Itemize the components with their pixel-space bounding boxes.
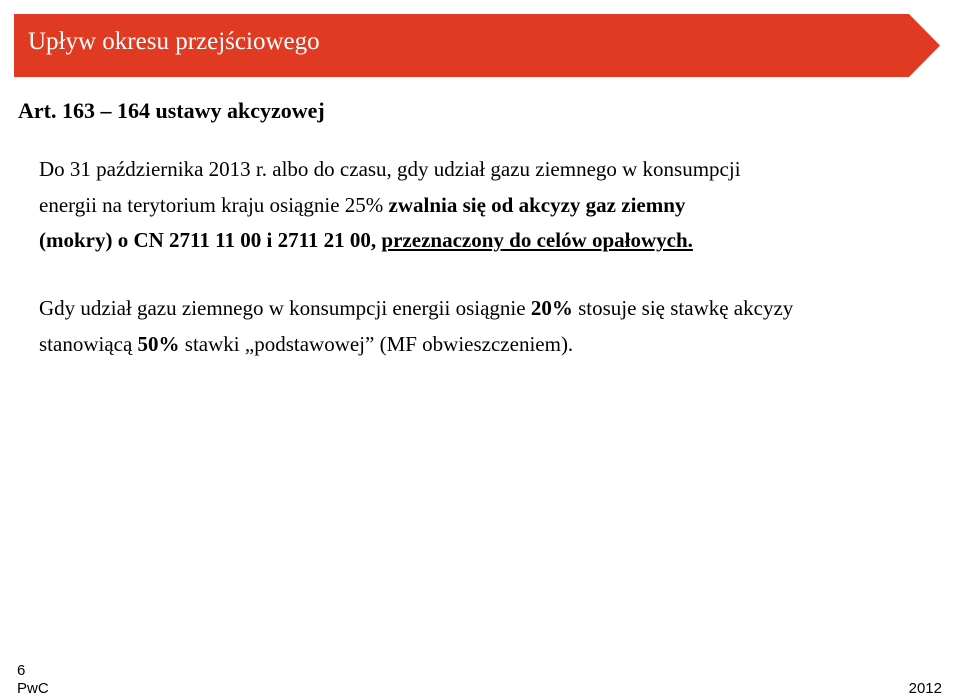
text-span: Gdy udział gazu ziemnego w konsumpcji energii osiągnie bbox=[39, 296, 531, 320]
text-span: stanowiącą bbox=[39, 331, 138, 356]
page-number: 6 bbox=[17, 662, 26, 679]
brand-label: PwC bbox=[17, 680, 49, 697]
paragraph-line bbox=[39, 152, 741, 188]
text-span: stosuje się stawkę akcyzy bbox=[572, 296, 794, 320]
paragraph-line bbox=[39, 327, 793, 363]
title-banner bbox=[14, 14, 940, 77]
text-span: stawki „podstawowej” (MF obwieszczeniem). bbox=[179, 331, 574, 356]
paragraph-line bbox=[39, 188, 741, 224]
paragraph-rate bbox=[39, 291, 793, 362]
bold-text: 20% bbox=[530, 296, 573, 320]
page-title: Upływ okresu przejściowego bbox=[28, 28, 320, 55]
text-span: Do 31 października 2013 r. albo do czasu, gdy udział gazu ziemnego w konsumpcji bbox=[39, 157, 741, 181]
paragraph-line bbox=[39, 291, 793, 327]
bold-text: zwalnia się od akcyzy gaz ziemny bbox=[388, 192, 686, 217]
underlined-text: przeznaczony do celów opałowych. bbox=[381, 228, 693, 252]
bold-text: 50% bbox=[137, 331, 180, 356]
text-span: energii na terytorium kraju osiągnie 25% bbox=[39, 192, 389, 217]
footer-year: 2012 bbox=[908, 680, 942, 697]
bold-text: (mokry) o CN 2711 11 00 i 2711 21 00, bbox=[39, 228, 382, 252]
paragraph-line bbox=[39, 223, 741, 259]
section-subtitle: Art. 163 – 164 ustawy akcyzowej bbox=[18, 98, 325, 123]
paragraph-exemption bbox=[39, 152, 741, 259]
